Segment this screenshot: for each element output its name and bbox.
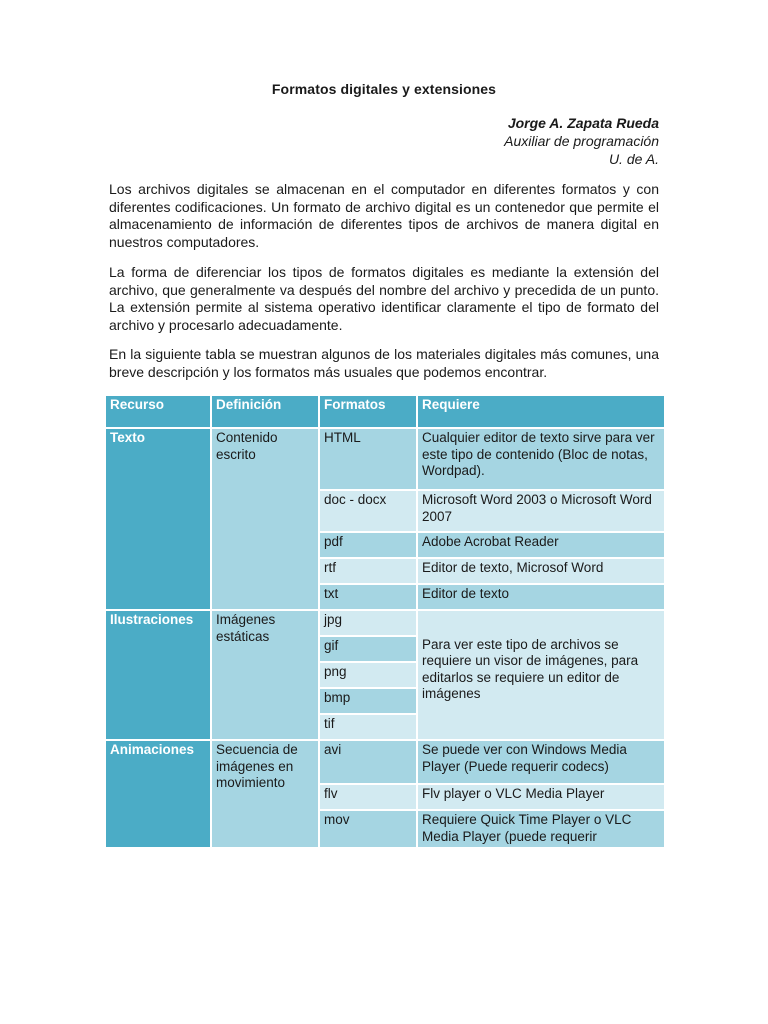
requiere-ilustraciones-text: Para ver este tipo de archivos se requiere un visor de imágenes, para editarlos se requiere un editor de imágenes [422, 636, 639, 701]
table-row [105, 428, 665, 490]
formato-cell: pdf [319, 532, 417, 558]
recurso-texto: Texto [105, 428, 211, 610]
formato-cell: rtf [319, 558, 417, 584]
requiere-cell: Cualquier editor de texto sirve para ver este tipo de contenido (Bloc de notas, Wordpad). [417, 428, 665, 490]
header-definicion: Definición [211, 395, 319, 428]
header-formatos: Formatos [319, 395, 417, 428]
requiere-cell: Se puede ver con Windows Media Player (Puede requerir codecs) [417, 740, 665, 784]
author-block [504, 114, 659, 168]
document-title: Formatos digitales y extensiones [271, 81, 497, 97]
formato-cell: tif [319, 714, 417, 740]
formato-cell: txt [319, 584, 417, 610]
formats-table [104, 394, 666, 849]
author-institution: U. de A. [608, 151, 659, 167]
formato-cell: bmp [319, 688, 417, 714]
author-role: Auxiliar de programación [504, 133, 659, 149]
table-row [105, 740, 665, 784]
requiere-cell: Editor de texto, Microsof Word [417, 558, 665, 584]
recurso-ilustraciones: Ilustraciones [105, 610, 211, 740]
paragraph-extension: La forma de diferenciar los tipos de formatos digitales es mediante la extensión del archivo, que generalmente va después del nombre del archivo y precedida de un punto. La extensión permite al sistema operativo identificar claramente el tipo de formato del archivo y procesarlo adecuadamente. [109, 264, 659, 333]
formato-cell: jpg [319, 610, 417, 636]
requiere-cell: Adobe Acrobat Reader [417, 532, 665, 558]
paragraph-intro: Los archivos digitales se almacenan en el computador en diferentes formatos y con diferentes codificaciones. Un formato de archivo digital es un contenedor que permite el almacenamiento de información de diferentes tipos de archivos de manera digital en nuestros computadores. [109, 181, 659, 250]
requiere-ilustraciones [417, 610, 665, 740]
author-name: Jorge A. Zapata Rueda [507, 115, 659, 131]
header-recurso: Recurso [105, 395, 211, 428]
table-row [105, 610, 665, 636]
formato-cell: gif [319, 636, 417, 662]
formato-cell: HTML [319, 428, 417, 490]
recurso-animaciones: Animaciones [105, 740, 211, 848]
requiere-cell: Requiere Quick Time Player o VLC Media Player (puede requerir [417, 810, 665, 848]
formato-cell: avi [319, 740, 417, 784]
requiere-cell: Microsoft Word 2003 o Microsoft Word 2007 [417, 490, 665, 532]
definicion-texto: Contenido escrito [211, 428, 319, 610]
table-header-row [105, 395, 665, 428]
formato-cell: mov [319, 810, 417, 848]
definicion-animaciones: Secuencia de imágenes en movimiento [211, 740, 319, 848]
formato-cell: png [319, 662, 417, 688]
formato-cell: flv [319, 784, 417, 810]
requiere-cell: Flv player o VLC Media Player [417, 784, 665, 810]
header-requiere: Requiere [417, 395, 665, 428]
definicion-ilustraciones: Imágenes estáticas [211, 610, 319, 740]
paragraph-table-intro: En la siguiente tabla se muestran algunos de los materiales digitales más comunes, una breve descripción y los formatos más usuales que podemos encontrar. [109, 346, 659, 380]
requiere-cell: Editor de texto [417, 584, 665, 610]
formato-cell: doc - docx [319, 490, 417, 532]
